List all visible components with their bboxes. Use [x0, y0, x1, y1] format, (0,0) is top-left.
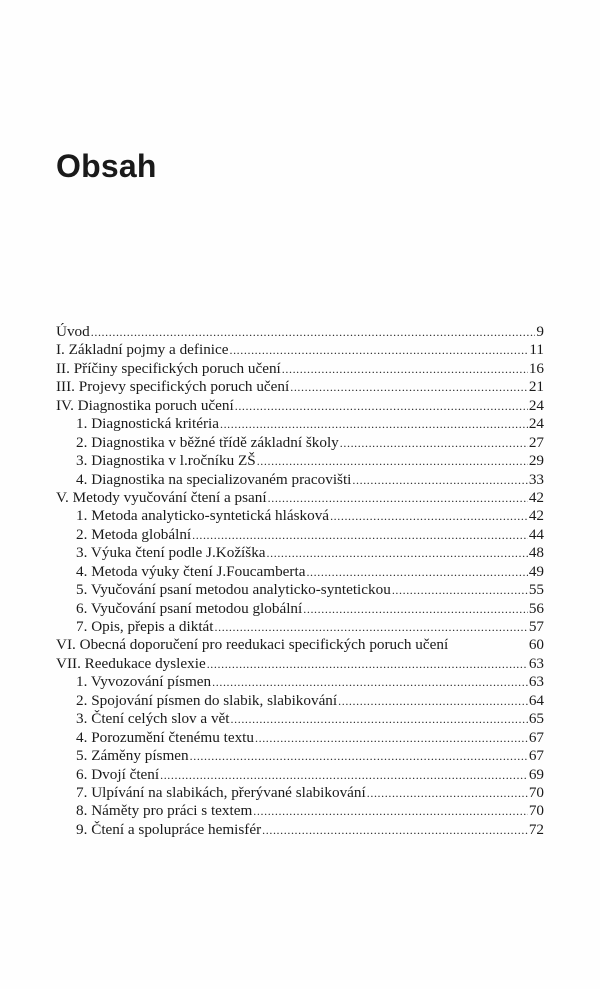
toc-entry-label: 5. Vyučování psaní metodou analyticko-syntetickou	[76, 581, 391, 599]
toc-entry-label: VII. Reedukace dyslexie	[56, 654, 206, 672]
toc-dot-leader	[268, 489, 528, 507]
toc-entry	[56, 323, 544, 341]
toc-entry-label: 6. Vyučování psaní metodou globální	[76, 599, 303, 617]
toc-subentry	[56, 802, 544, 820]
toc-page-number: 24	[528, 415, 544, 433]
toc-entry-label: I. Základní pojmy a definice	[56, 341, 229, 359]
toc-page-number: 9	[536, 323, 544, 340]
page-title: Obsah	[56, 148, 157, 184]
toc-entry-label: 2. Metoda globální	[76, 525, 192, 543]
toc-page-number: 21	[528, 378, 544, 396]
toc-dot-leader	[306, 563, 527, 581]
toc-subentry	[56, 563, 544, 581]
toc-subentry	[56, 784, 544, 802]
toc-dot-leader	[207, 655, 528, 673]
toc-entry-label: 1. Metoda analyticko-syntetická hlásková	[76, 507, 330, 525]
toc-entry-label: 4. Porozumění čtenému textu	[76, 728, 254, 746]
toc-entry	[56, 378, 544, 396]
toc-subentry	[56, 618, 544, 636]
toc-page-number: 57	[528, 618, 544, 635]
table-of-contents	[56, 323, 544, 839]
toc-subentry	[56, 692, 544, 710]
toc-subentry	[56, 507, 544, 525]
toc-entry	[56, 489, 544, 507]
toc-entry-label: III. Projevy specifických poruch učení	[56, 378, 290, 396]
toc-dot-leader	[255, 729, 528, 747]
toc-subentry	[56, 747, 544, 765]
toc-subentry	[56, 766, 544, 784]
toc-page-number: 33	[528, 470, 544, 488]
toc-dot-leader	[235, 397, 528, 415]
toc-page-number: 67	[528, 747, 544, 765]
toc-page-number: 27	[528, 433, 544, 451]
toc-page-number: 70	[528, 802, 544, 820]
toc-subentry	[56, 544, 544, 562]
toc-page-number: 63	[528, 654, 544, 672]
toc-page-number: 29	[528, 452, 544, 470]
toc-page-number: 48	[528, 544, 544, 562]
toc-entry-label: 7. Ulpívání na slabikách, přerývané slabikování	[76, 783, 366, 801]
toc-subentry	[56, 600, 544, 618]
toc-page-number: 11	[529, 341, 544, 359]
toc-dot-leader	[392, 581, 528, 599]
toc-entry-label: 3. Čtení celých slov a vět	[76, 710, 230, 728]
toc-page-number: 64	[528, 691, 544, 709]
toc-entry-label: 2. Spojování písmen do slabik, slabikování	[76, 691, 338, 709]
toc-entry-label: Úvod	[56, 323, 90, 340]
toc-entry-label: 1. Vyvozování písmen	[76, 673, 212, 691]
toc-page-number: 60	[528, 636, 544, 654]
toc-subentry	[56, 710, 544, 728]
toc-subentry	[56, 415, 544, 433]
toc-dot-leader	[338, 692, 528, 710]
toc-page-number: 44	[528, 525, 544, 543]
toc-entry	[56, 397, 544, 415]
toc-dot-leader	[282, 360, 528, 378]
toc-subentry	[56, 526, 544, 544]
toc-entry	[56, 341, 544, 359]
toc-page-number: 42	[528, 507, 544, 525]
toc-dot-leader	[212, 673, 528, 691]
toc-entry-label: 5. Záměny písmen	[76, 747, 189, 765]
toc-dot-leader	[303, 600, 528, 618]
toc-entry-label: 3. Výuka čtení podle J.Kožíška	[76, 544, 266, 562]
toc-dot-leader	[340, 434, 528, 452]
toc-entry-label: 8. Náměty pro práci s textem	[76, 802, 253, 820]
toc-entry-label: 6. Dvojí čtení	[76, 765, 160, 783]
toc-page-number: 24	[528, 396, 544, 414]
toc-dot-leader	[229, 341, 528, 359]
toc-subentry	[56, 581, 544, 599]
toc-page-number: 42	[528, 488, 544, 506]
toc-dot-leader	[290, 378, 528, 396]
toc-entry	[56, 636, 544, 654]
toc-entry-label: VI. Obecná doporučení pro reedukaci specifických poruch učení	[56, 636, 449, 654]
toc-subentry	[56, 673, 544, 691]
toc-dot-leader	[215, 618, 528, 636]
toc-entry-label: 3. Diagnostika v l.ročníku ZŠ	[76, 452, 256, 470]
toc-page-number: 65	[528, 710, 544, 728]
toc-page-number: 55	[528, 581, 544, 599]
toc-subentry	[56, 471, 544, 489]
toc-page-number: 56	[528, 599, 544, 617]
toc-dot-leader	[367, 784, 528, 802]
toc-entry-label: 4. Metoda výuky čtení J.Foucamberta	[76, 562, 306, 580]
toc-dot-leader	[262, 821, 528, 839]
toc-page-number: 63	[528, 673, 544, 691]
toc-subentry	[56, 434, 544, 452]
toc-entry	[56, 360, 544, 378]
toc-dot-leader	[231, 710, 528, 728]
toc-entry-label: II. Příčiny specifických poruch učení	[56, 359, 281, 377]
toc-dot-leader	[257, 452, 528, 470]
toc-entry	[56, 655, 544, 673]
toc-entry-label: 4. Diagnostika na specializovaném pracovišti	[76, 470, 352, 488]
toc-page-number: 67	[528, 728, 544, 746]
toc-dot-leader	[330, 507, 528, 525]
toc-page-number: 16	[528, 359, 544, 377]
toc-dot-leader	[91, 323, 536, 341]
toc-dot-leader	[267, 544, 528, 562]
toc-page-number: 49	[528, 562, 544, 580]
toc-entry-label: 1. Diagnostická kritéria	[76, 415, 219, 433]
toc-dot-leader	[220, 415, 528, 433]
toc-entry-label: IV. Diagnostika poruch učení	[56, 396, 234, 414]
toc-page-number: 69	[528, 765, 544, 783]
toc-subentry	[56, 729, 544, 747]
toc-entry-label: V. Metody vyučování čtení a psaní	[56, 488, 267, 506]
toc-dot-leader	[192, 526, 528, 544]
toc-subentry	[56, 452, 544, 470]
toc-dot-leader	[253, 802, 528, 820]
toc-entry-label: 7. Opis, přepis a diktát	[76, 618, 214, 635]
toc-dot-leader	[352, 471, 527, 489]
toc-subentry	[56, 821, 544, 839]
toc-dot-leader	[190, 747, 528, 765]
toc-entry-label: 2. Diagnostika v běžné třídě základní školy	[76, 433, 339, 451]
toc-page-number: 70	[528, 783, 544, 801]
toc-entry-label: 9. Čtení a spolupráce hemisfér	[76, 820, 262, 838]
toc-page-number: 72	[528, 820, 544, 838]
toc-dot-leader	[160, 766, 528, 784]
